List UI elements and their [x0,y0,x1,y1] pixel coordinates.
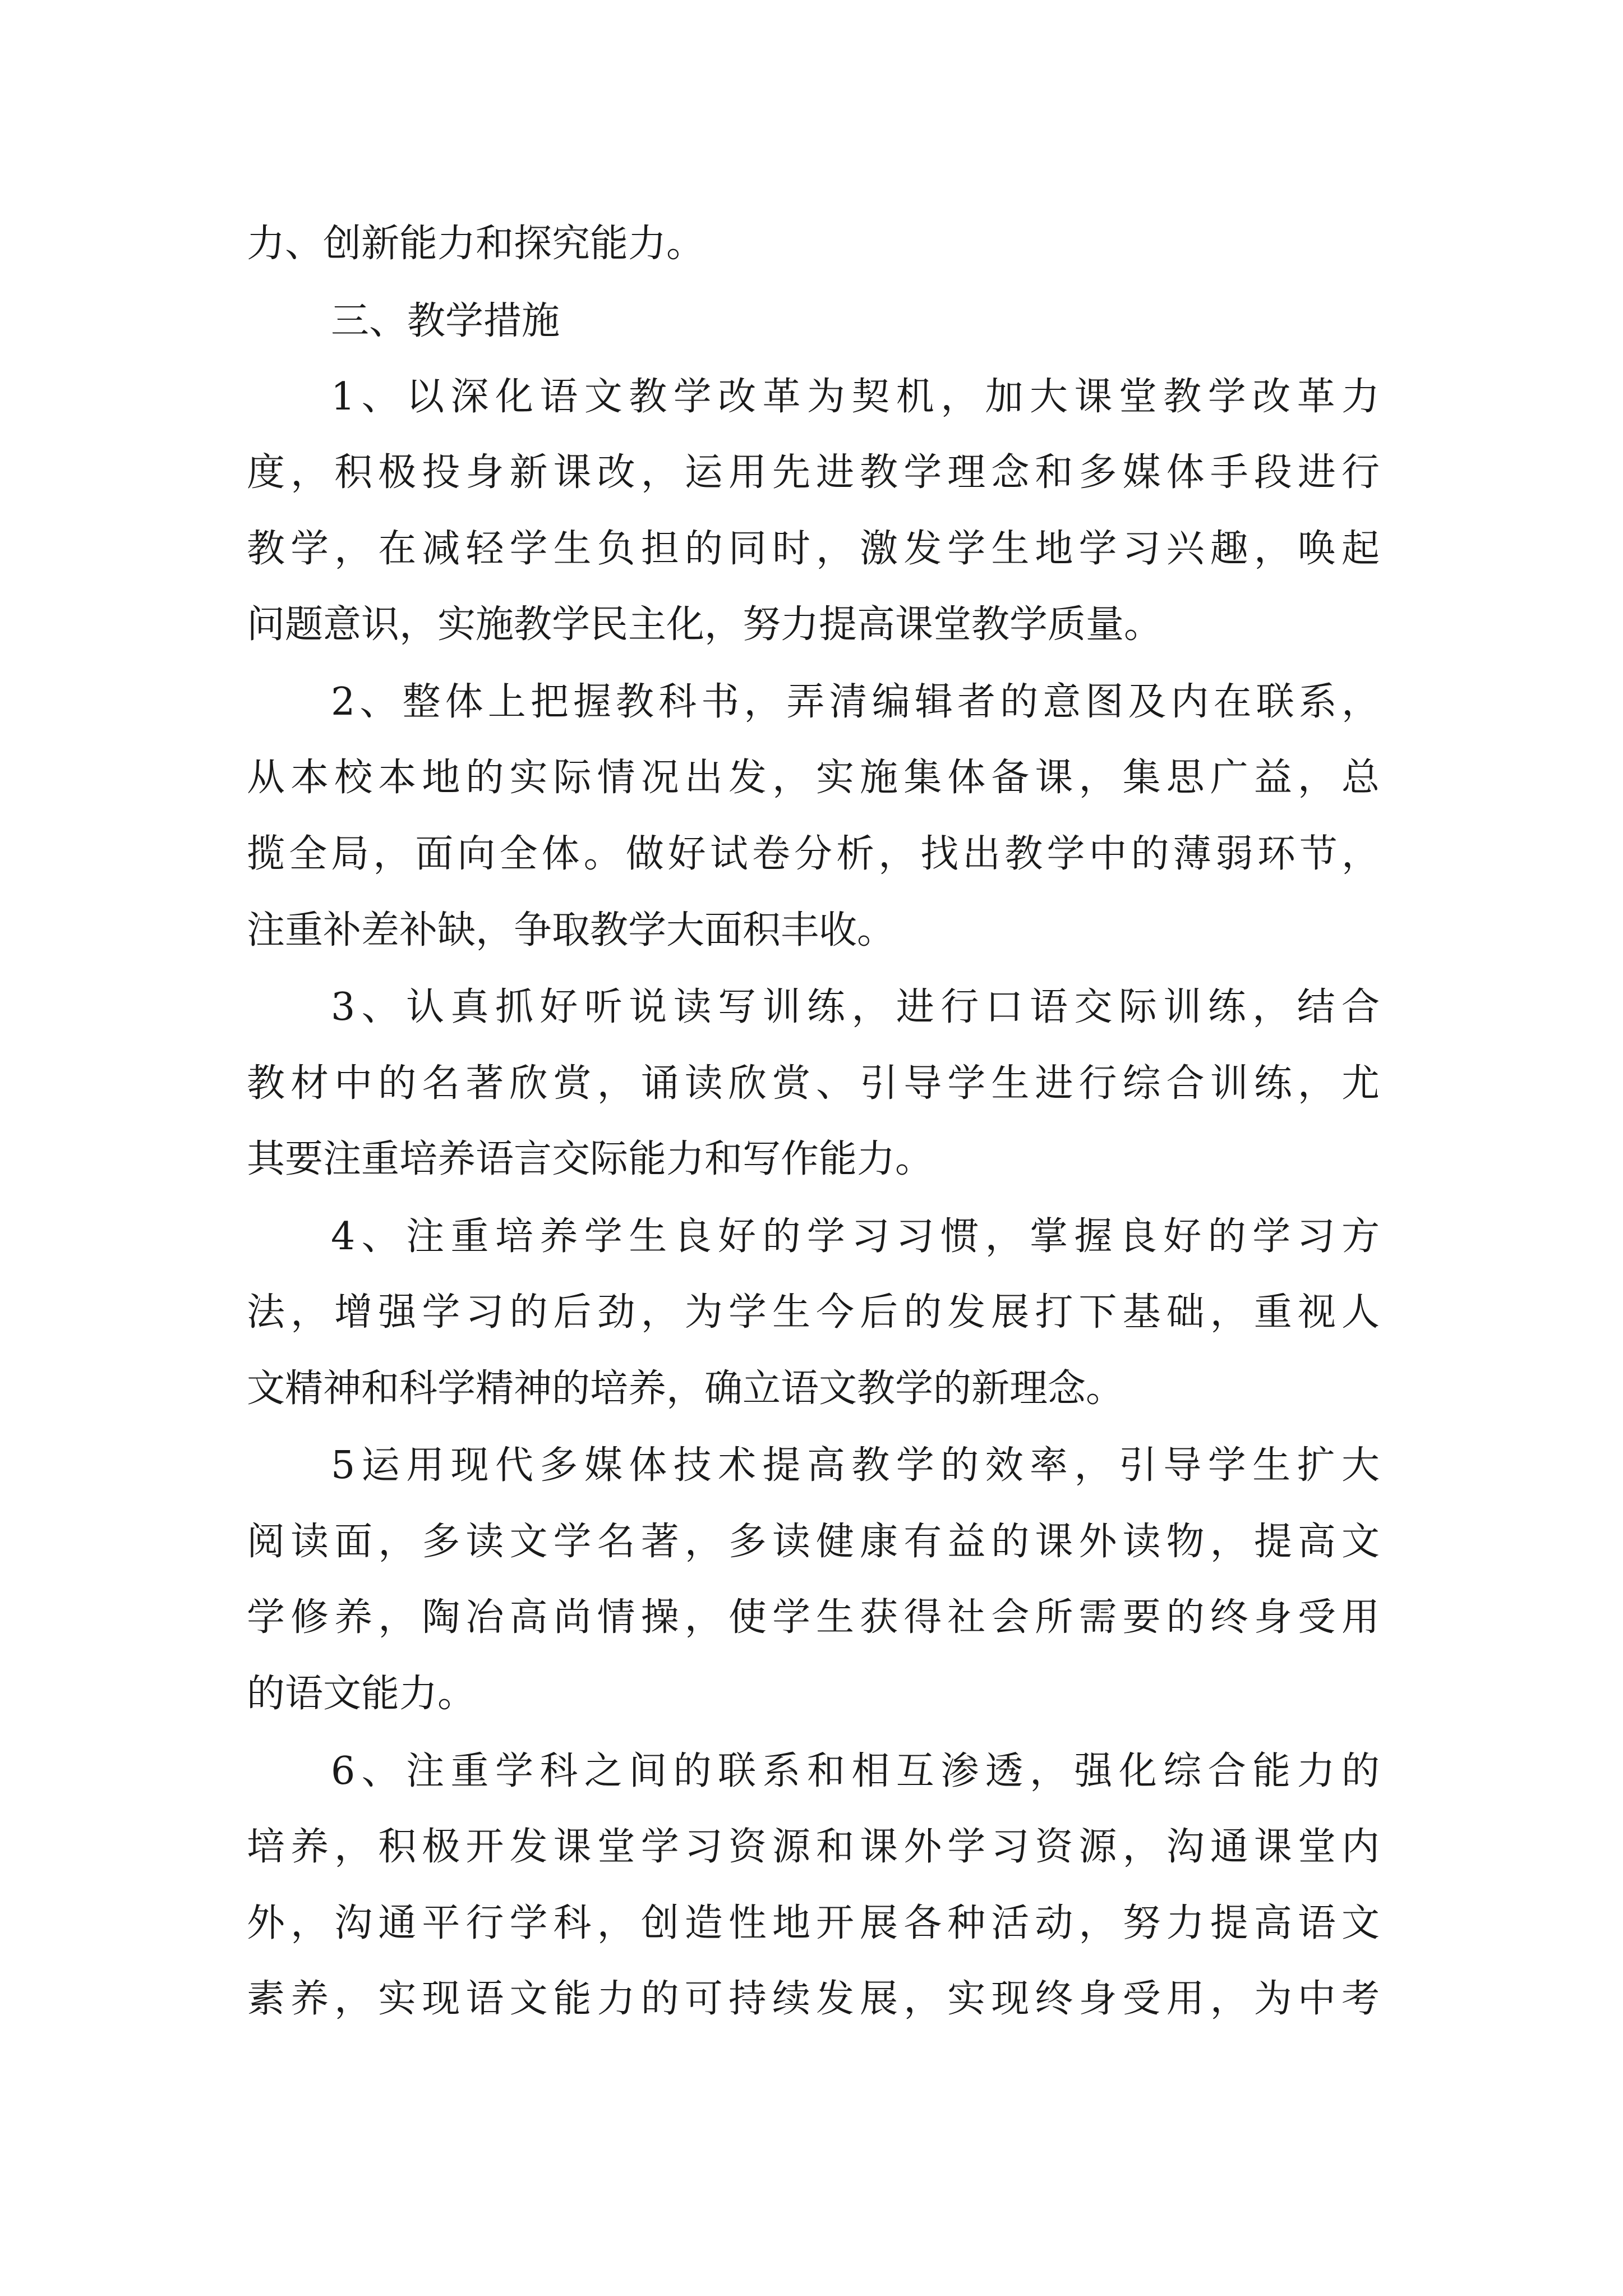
text-line: 揽全局，面向全体。做好试卷分析，找出教学中的薄弱环节， [247,832,1380,876]
text-line: 阅读面，多读文学名著，多读健康有益的课外读物，提高文 [247,1520,1380,1564]
text-line: 其要注重培养语言交际能力和写作能力。 [247,1137,934,1181]
text-line: 问题意识，实施教学民主化，努力提高课堂教学质量。 [247,602,1163,647]
text-line: 2、整体上把握教科书，弄清编辑者的意图及内在联系， [331,680,1380,724]
text-line: 学修养，陶冶高尚情操，使学生获得社会所需要的终身受用 [247,1595,1380,1640]
text-line: 1、以深化语文教学改革为契机，加大课堂教学改革力 [331,375,1380,419]
text-line: 教学，在减轻学生负担的同时，激发学生地学习兴趣，唤起 [247,527,1380,571]
text-line: 从本校本地的实际情况出发，实施集体备课，集思广益，总 [247,756,1380,800]
text-line: 文精神和科学精神的培养，确立语文教学的新理念。 [247,1366,1124,1411]
text-line: 注重补差补缺，争取教学大面积丰收。 [247,908,896,953]
section-heading: 三、教学措施 [331,299,560,343]
text-line: 教材中的名著欣赏，诵读欣赏、引导学生进行综合训练，尤 [247,1061,1380,1106]
text-line: 的语文能力。 [247,1672,476,1716]
text-line: 培养，积极开发课堂学习资源和课外学习资源，沟通课堂内 [247,1825,1380,1869]
text-line: 6、注重学科之间的联系和相互渗透，强化综合能力的 [331,1749,1380,1793]
text-line: 法，增强学习的后劲，为学生今后的发展打下基础，重视人 [247,1290,1380,1335]
text-line: 素养，实现语文能力的可持续发展，实现终身受用，为中考 [247,1977,1380,2021]
text-line: 5运用现代多媒体技术提高教学的效率，引导学生扩大 [331,1443,1380,1488]
text-line: 3、认真抓好听说读写训练，进行口语交际训练，结合 [331,985,1380,1029]
text-line: 外，沟通平行学科，创造性地开展各种活动，努力提高语文 [247,1901,1380,1945]
text-line: 4、注重培养学生良好的学习习惯，掌握良好的学习方 [331,1214,1380,1259]
text-line: 力、创新能力和探究能力。 [247,222,705,266]
text-line: 度，积极投身新课改，运用先进教学理念和多媒体手段进行 [247,450,1380,495]
